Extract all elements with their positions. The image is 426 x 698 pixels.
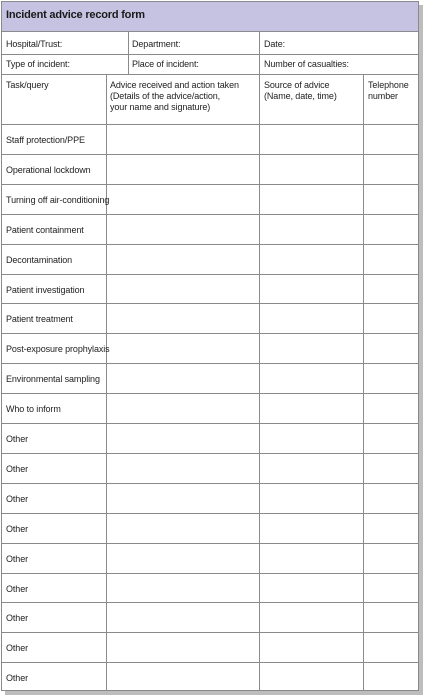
divider [259,32,260,74]
column-header-telephone: Telephone number [368,80,409,101]
place-of-incident-label: Place of incident: [132,59,199,69]
column-divider [259,74,260,691]
task-row-label: Operational lockdown [6,164,91,175]
row-divider [2,632,418,633]
task-row-label: Staff protection/PPE [6,135,85,145]
hospital-trust-label: Hospital/Trust: [6,39,63,49]
row-divider [2,453,418,454]
task-row-label: Decontamination [6,254,73,265]
row-divider [2,423,418,424]
task-row-label: Patient investigation [6,284,85,295]
department-label: Department: [132,39,181,49]
divider [2,124,418,125]
task-row-label: Other [6,523,29,534]
form-title-bar [2,2,418,32]
task-row-label: Other [6,493,29,504]
row-divider [2,483,418,484]
form-title: Incident advice record form [6,9,145,21]
task-row-label: Turning off air-conditioning [6,194,110,205]
incident-advice-form [1,1,419,691]
task-row-label: Patient containment [6,224,84,235]
task-row-label: Other [6,463,29,474]
task-row-label: Other [6,434,29,444]
column-divider [106,74,107,691]
row-divider [2,573,418,574]
date-label: Date: [264,39,286,49]
row-divider [2,244,418,245]
task-row-label: Post-exposure prophylaxis [6,344,110,355]
row-divider [2,513,418,514]
row-divider [2,214,418,215]
row-divider [2,543,418,544]
task-row-label: Other [6,553,29,564]
task-row-label: Environmental sampling [6,374,100,385]
row-divider [2,602,418,603]
row-divider [2,184,418,185]
divider [128,32,129,74]
column-divider [363,74,364,691]
row-divider [2,333,418,334]
task-row-label: Other [6,583,29,594]
row-divider [2,662,418,663]
incident-type-label: Type of incident: [6,59,70,69]
task-row-label: Other [6,643,29,654]
task-row-label: Who to inform [6,404,61,415]
row-divider [2,303,418,304]
column-header-task: Task/query [6,80,49,90]
casualties-label: Number of casualties: [264,59,349,69]
row-divider [2,363,418,364]
row-divider [2,393,418,394]
row-divider [2,154,418,155]
task-row-label: Patient treatment [6,314,73,325]
column-header-advice: Advice received and action taken (Details of the advice/action, your name and signature) [110,80,239,112]
divider [2,54,418,55]
task-row-label: Other [6,613,29,624]
task-row-label: Other [6,673,29,684]
divider [2,74,418,75]
column-header-source: Source of advice (Name, date, time) [264,80,337,101]
row-divider [2,274,418,275]
